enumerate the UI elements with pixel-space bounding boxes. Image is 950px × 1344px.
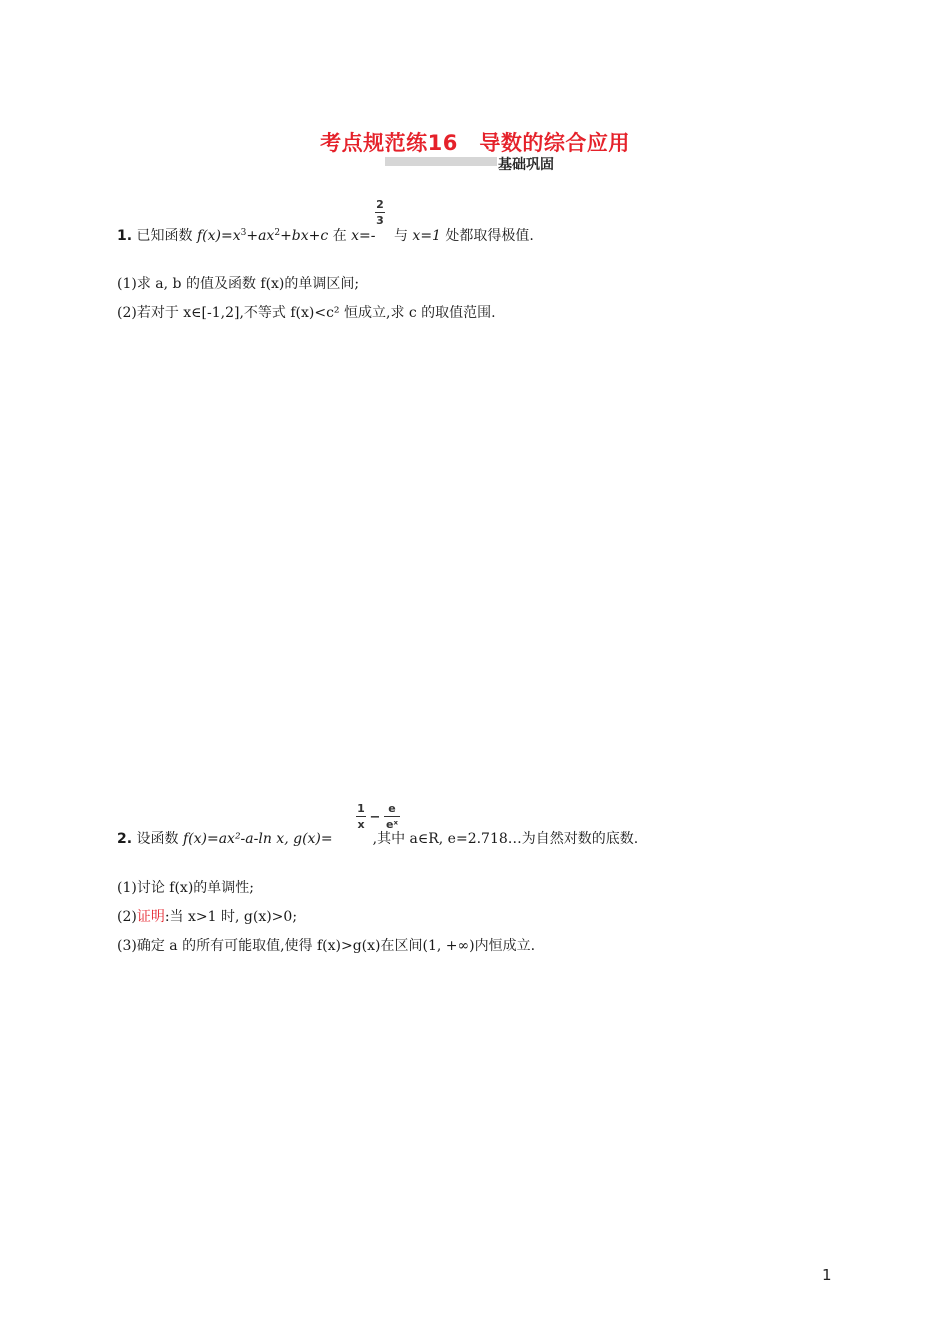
q1-intro: 已知函数 xyxy=(136,228,193,244)
page-title: 考点规范练16 导数的综合应用 xyxy=(320,131,630,155)
q1-fraction xyxy=(375,198,385,227)
q1-fx: f(x) xyxy=(196,228,221,244)
q2-fraction-2-numerator: e xyxy=(388,802,396,815)
q1-stem xyxy=(117,227,534,245)
q2-proof-label: 证明 xyxy=(136,909,165,925)
q2-fraction-1-numerator: 1 xyxy=(357,802,365,815)
q1-fraction-denominator: 3 xyxy=(376,214,384,227)
q2-part2-rest: :当 x>1 时, g(x)>0; xyxy=(164,909,298,925)
q2-part3: (3)确定 a 的所有可能取值,使得 f(x)>g(x)在区间(1, +∞)内恒成立. xyxy=(117,938,536,954)
q2-fraction-2 xyxy=(384,802,400,831)
q1-exp3: 3 xyxy=(240,228,247,238)
q2-fraction-1-bar xyxy=(356,816,366,817)
q1-part2: (2)若对于 x∈[-1,2],不等式 f(x)<c² 恒成立,求 c 的取值范围. xyxy=(117,305,496,321)
q2-part2-prefix: (2) xyxy=(117,909,137,925)
q1-and: 与 xyxy=(393,228,408,244)
q2-part1: (1)讨论 f(x)的单调性; xyxy=(117,880,254,896)
page-number: 1 xyxy=(822,1266,832,1284)
q2-fraction-2-bar xyxy=(384,816,400,817)
q1-eq: =x xyxy=(220,228,241,244)
q2-minus-sign: − xyxy=(369,810,381,825)
q2-tail: ,其中 a∈R, e=2.718…为自然对数的底数. xyxy=(372,831,639,847)
q1-tail: 处都取得极值. xyxy=(445,228,534,244)
q1-at: 在 xyxy=(332,228,347,244)
q2-stem xyxy=(117,830,638,848)
section-bar xyxy=(385,157,497,166)
q2-fdef: f(x)=ax²-a-ln x, g(x)= xyxy=(182,831,333,847)
q2-fraction-1-denominator: x xyxy=(357,818,365,831)
q2-fraction-1 xyxy=(356,802,366,831)
q2-number: 2. xyxy=(117,831,133,847)
q1-part1: (1)求 a, b 的值及函数 f(x)的单调区间; xyxy=(117,276,360,292)
q1-x1: x=1 xyxy=(412,228,441,244)
q1-fraction-bar xyxy=(375,212,385,213)
q1-exp2: 2 xyxy=(274,228,281,238)
q2-intro: 设函数 xyxy=(136,831,179,847)
q1-term3: +bx+c xyxy=(280,228,329,244)
q1-term2: +ax xyxy=(246,228,275,244)
section-label: 基础巩固 xyxy=(498,157,554,173)
q2-part2 xyxy=(117,908,297,926)
q2-fraction-2-denominator: eˣ xyxy=(386,818,398,831)
q1-number: 1. xyxy=(117,228,133,244)
q1-fraction-numerator: 2 xyxy=(376,198,384,211)
q1-xeq: x=- xyxy=(351,228,376,244)
